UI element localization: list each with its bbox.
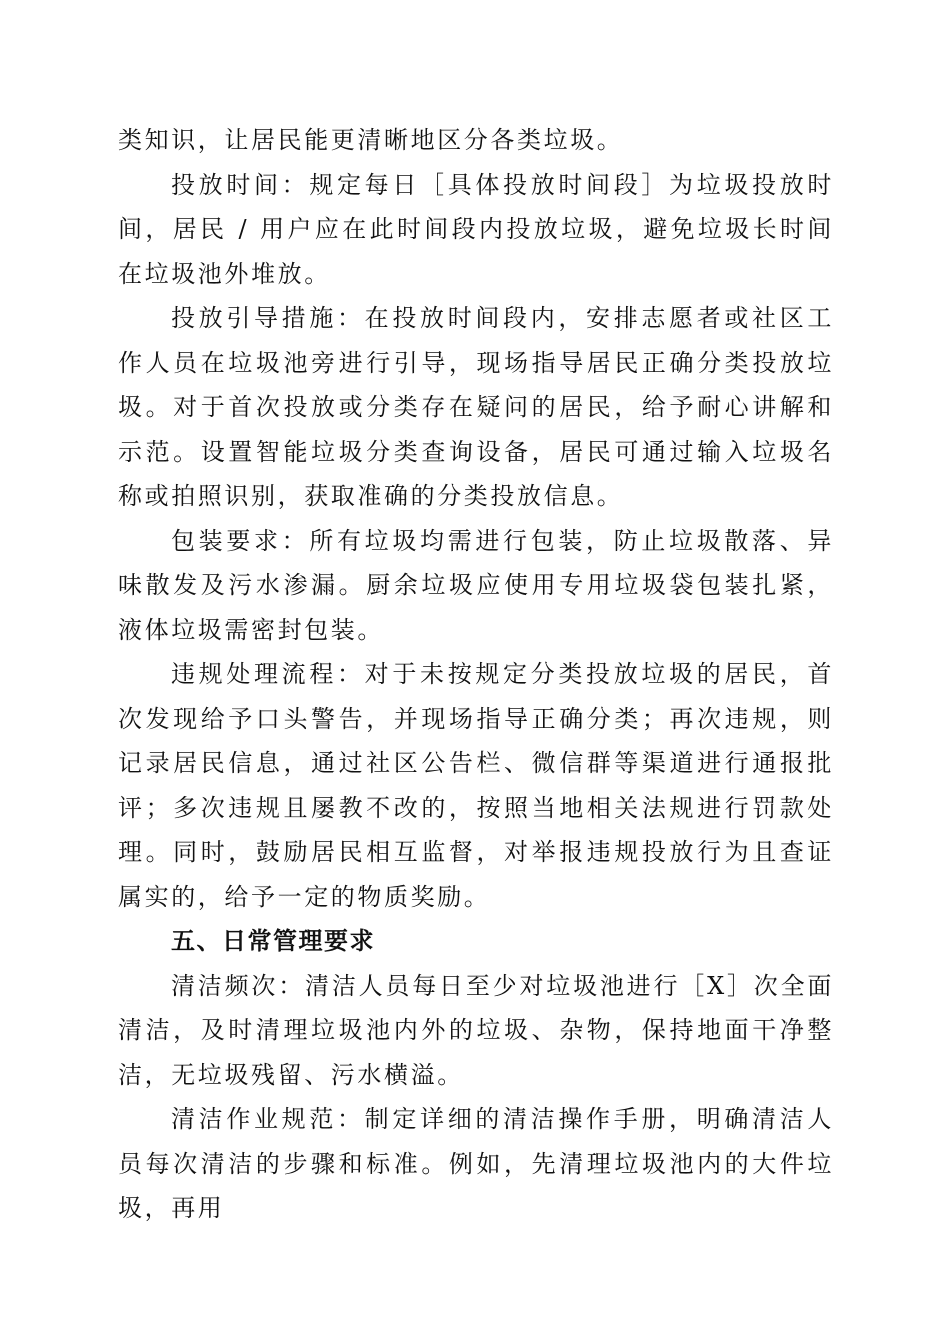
document-body	[118, 118, 834, 1231]
paragraph-disposal-guidance: 投放引导措施：在投放时间段内，安排志愿者或社区工作人员在垃圾池旁进行引导，现场指导居民正确分类投放垃圾。对于首次投放或分类存在疑问的居民，给予耐心讲解和示范。设置智能垃圾分类查询设备，居民可通过输入垃圾名称或拍照识别，获取准确的分类投放信息。	[118, 304, 834, 510]
paragraph-disposal-time: 投放时间：规定每日［具体投放时间段］为垃圾投放时间，居民 / 用户应在此时间段内投放垃圾，避免垃圾长时间在垃圾池外堆放。	[118, 170, 834, 288]
section-heading-daily-management: 五、日常管理要求	[171, 927, 375, 955]
paragraph-continuation: 类知识，让居民能更清晰地区分各类垃圾。	[118, 126, 624, 154]
paragraph-cleaning-standards: 清洁作业规范：制定详细的清洁操作手册，明确清洁人员每次清洁的步骤和标准。例如，先清理垃圾池内的大件垃圾，再用	[118, 1105, 834, 1222]
paragraph-packaging-requirements: 包装要求：所有垃圾均需进行包装，防止垃圾散落、异味散发及污水渗漏。厨余垃圾应使用专用垃圾袋包装扎紧，液体垃圾需密封包装。	[118, 526, 834, 644]
paragraph-cleaning-frequency: 清洁频次：清洁人员每日至少对垃圾池进行［X］次全面清洁，及时清理垃圾池内外的垃圾、杂物，保持地面干净整洁，无垃圾残留、污水横溢。	[118, 971, 834, 1089]
paragraph-violation-handling: 违规处理流程：对于未按规定分类投放垃圾的居民，首次发现给予口头警告，并现场指导正确分类；再次违规，则记录居民信息，通过社区公告栏、微信群等渠道进行通报批评；多次违规且屡教不改的，按照当地相关法规进行罚款处理。同时，鼓励居民相互监督，对举报违规投放行为且查证属实的，给予一定的物质奖励。	[118, 660, 834, 911]
